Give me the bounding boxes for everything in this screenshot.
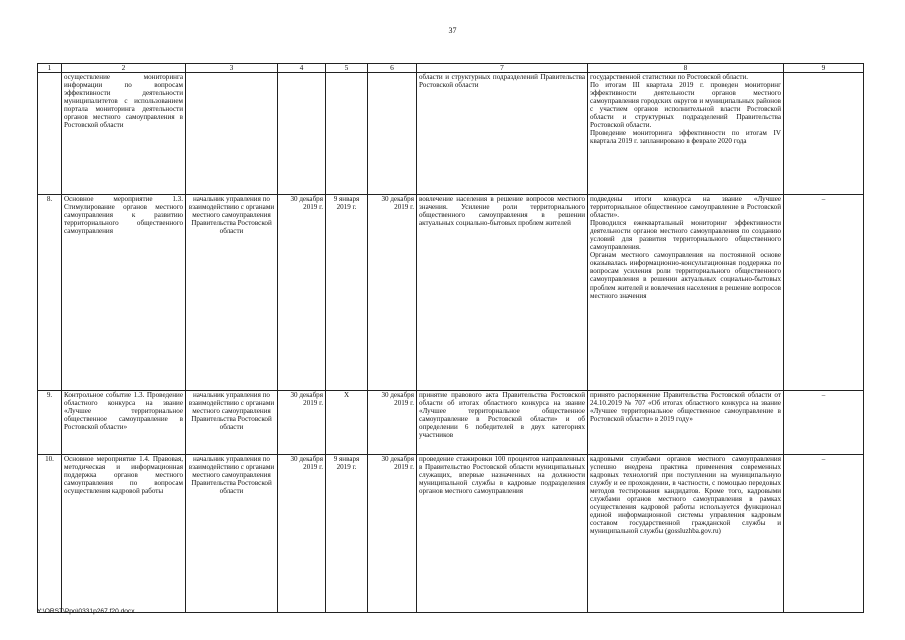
- note-cell: –: [784, 195, 864, 391]
- column-number: 6: [368, 64, 417, 73]
- file-path: Y:\ORST\Ppo\0331p267.f20.docx: [37, 608, 135, 615]
- table-row: [38, 391, 864, 455]
- table-body: [38, 64, 864, 613]
- executor-cell: начальник управления по взаимодействию с органами местного самоуправления Правительства Ростовской области: [186, 195, 278, 391]
- actual-result-paragraph: Проведение мониторинга эффективности по итогам IV квартала 2019 г. запланировано в феврале 2020 года: [590, 129, 781, 146]
- plan-date-cell: 30 декабря 2019 г.: [278, 455, 326, 613]
- fact-end-cell: 30 декабря 2019 г.: [368, 391, 417, 455]
- column-number: 1: [38, 64, 62, 73]
- actual-result-cell: [588, 195, 784, 391]
- executor-cell: начальник управления по взаимодействию с органами местного самоуправления Правительства Ростовской области: [186, 455, 278, 613]
- measure-cell: Контрольное событие 1.3. Проведение областного конкурса на звание «Лучшее территориальное общественное самоуправление в Ростовской области»: [62, 391, 186, 455]
- measure-cell: Основное мероприятие 1.4. Правовая, методическая и информационная поддержка органов местного самоуправления по вопросам осуществления кадровой работы: [62, 455, 186, 613]
- fact-start-cell: 9 января 2019 г.: [326, 195, 368, 391]
- column-number: 9: [784, 64, 864, 73]
- row-number: 10.: [38, 455, 62, 613]
- actual-result-paragraph: По итогам III квартала 2019 г. проведен мониторинг эффективности деятельности органов местного самоуправления городских округов и муниципальных районов с участием органов исполнительной власти Ростовской области и структурных подразделений Правительства Ростовской области.: [590, 81, 781, 130]
- planned-result-cell: области и структурных подразделений Правительства Ростовской области: [417, 73, 588, 195]
- note-cell: [784, 73, 864, 195]
- executor-cell: начальник управления по взаимодействию с органами местного самоуправления Правительства Ростовской области: [186, 391, 278, 455]
- row-number: 8.: [38, 195, 62, 391]
- actual-result-paragraph: подведены итоги конкурса на звание «Лучшее территориальное общественное самоуправление в Ростовской области».: [590, 195, 781, 220]
- executor-cell: [186, 73, 278, 195]
- planned-result-cell: принятие правового акта Правительства Ростовской области об итогах областного конкурса на звание «Лучшее территориальное общественное самоуправление в Ростовской области» и об определении 6 победителей в двух категориях участников: [417, 391, 588, 455]
- column-number: 2: [62, 64, 186, 73]
- fact-end-cell: 30 декабря 2019 г.: [368, 455, 417, 613]
- planned-result-cell: вовлечение населения в решение вопросов местного значения. Усиление роли территориального общественного самоуправления в решении актуальных социально-бытовых проблем жителей: [417, 195, 588, 391]
- actual-result-paragraph: принято распоряжение Правительства Ростовской области от 24.10.2019 № 707 «Об итогах областного конкурса на звание «Лучшее территориальное общественное самоуправление в Ростовской области» в 2019 году»: [590, 391, 781, 424]
- actual-result-paragraph: Проводился ежеквартальный мониторинг эффективности деятельности органов местного самоуправления по созданию условий для развития территориального общественного самоуправления.: [590, 219, 781, 252]
- planned-result-cell: проведение стажировки 100 процентов направленных в Правительство Ростовской области муниципальных служащих, впервые назначенных на должности муниципальной службы в кадровые подразделения органов местного самоуправления: [417, 455, 588, 613]
- plan-date-cell: [278, 73, 326, 195]
- row-number: 9.: [38, 391, 62, 455]
- actual-result-paragraph: кадровыми службами органов местного самоуправления успешно внедрена практика применения современных кадровых технологий при поступлении на муниципальную службу и ее прохождении, в частности, с помощью передовых методов тестирования кандидатов. Кроме того, кадровыми службами органов местного самоуправления в рамках осуществления кадровой работы используется функционал единой информационной системы управления кадровым составом государственной гражданской службы и муниципальной службы (gossluzhba.gov.ru): [590, 455, 781, 536]
- actual-result-cell: [588, 455, 784, 613]
- actual-result-cell: [588, 391, 784, 455]
- fact-start-cell: 9 января 2019 г.: [326, 455, 368, 613]
- table-row: [38, 455, 864, 613]
- column-number: 8: [588, 64, 784, 73]
- note-cell: –: [784, 455, 864, 613]
- actual-result-paragraph: Органам местного самоуправления на постоянной основе оказывалась информационно-консультационная поддержка по вопросам усиления роли территориального общественного самоуправления в решении актуальных социально-бытовых проблем жителей и вовлечения населения в решение вопросов местного значения: [590, 251, 781, 300]
- table-row: [38, 73, 864, 195]
- actual-result-cell: [588, 73, 784, 195]
- fact-start-cell: Х: [326, 391, 368, 455]
- plan-date-cell: 30 декабря 2019 г.: [278, 391, 326, 455]
- row-number: [38, 73, 62, 195]
- page-number: 37: [448, 26, 457, 35]
- plan-date-cell: 30 декабря 2019 г.: [278, 195, 326, 391]
- measure-cell: осуществление мониторинга информации по вопросам эффективности деятельности муниципалитетов с использованием портала мониторинга деятельности органов местного самоуправления в Ростовской области: [62, 73, 186, 195]
- report-table: [37, 63, 864, 613]
- column-number: 3: [186, 64, 278, 73]
- note-cell: –: [784, 391, 864, 455]
- fact-end-cell: 30 декабря 2019 г.: [368, 195, 417, 391]
- column-number: 4: [278, 64, 326, 73]
- column-number: 5: [326, 64, 368, 73]
- column-number-row: [38, 64, 864, 73]
- fact-start-cell: [326, 73, 368, 195]
- measure-cell: Основное мероприятие 1.3. Стимулирование органов местного самоуправления к развитию территориального общественного самоуправления: [62, 195, 186, 391]
- column-number: 7: [417, 64, 588, 73]
- fact-end-cell: [368, 73, 417, 195]
- table-row: [38, 195, 864, 391]
- actual-result-paragraph: государственной статистики по Ростовской области.: [590, 73, 749, 81]
